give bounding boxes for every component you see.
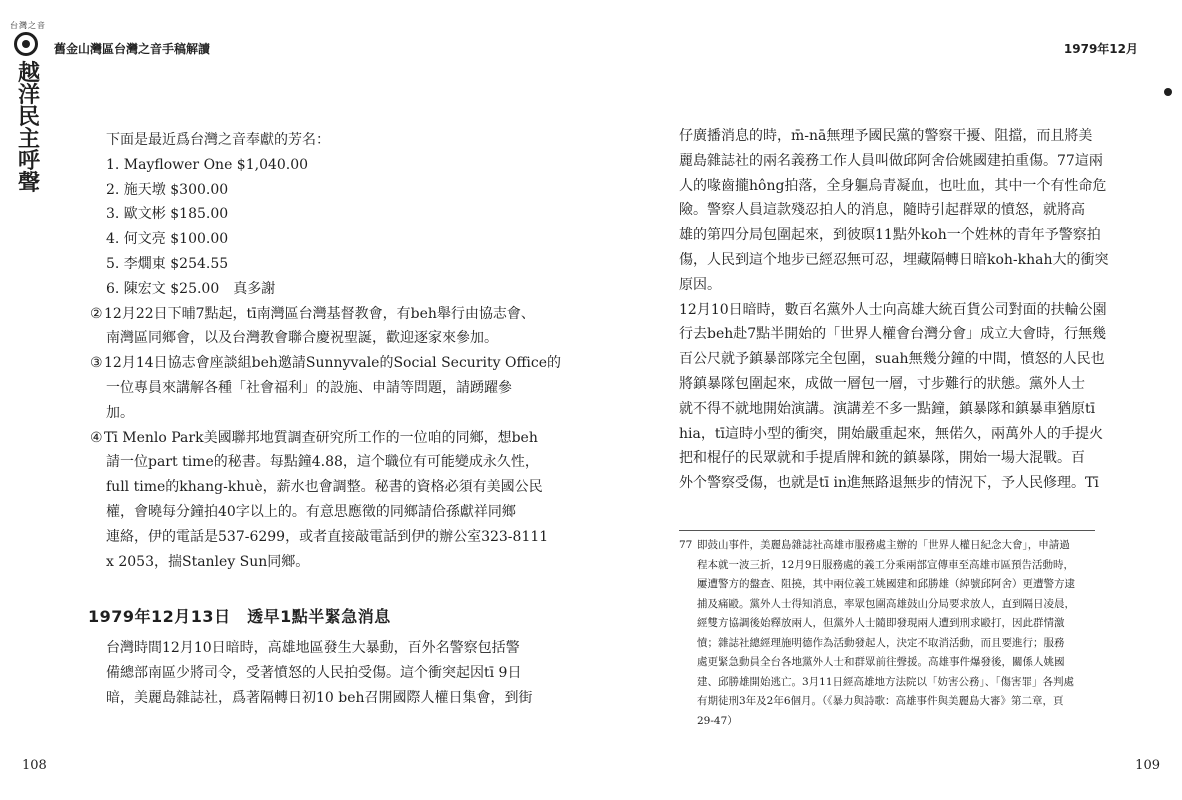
body-line: 外个警察受傷，也就是tī in進無路退無步的情況下，予人民修理。Tī [679, 475, 1099, 492]
notice-item [90, 426, 549, 575]
corner-dot-icon [1164, 88, 1172, 96]
notice-line: full time的khang-khuè，薪水也會調整。秘書的資格必須有美國公民 [106, 479, 543, 496]
body-line: 雄的第四分局包圍起來，到彼暝11點外koh一个姓林的青年予警察拍 [679, 227, 1101, 244]
body-line: 人的喙齒攏hông拍落，全身軀烏青凝血，也吐血，其中一个有性命危 [679, 177, 1107, 194]
footnote-number: 77 [679, 539, 693, 551]
body-line: 暗，美麗島雜誌社，爲著隔轉日初10 beh召開國際人權日集會，到街 [106, 689, 533, 706]
notice-line: 權，會曉每分鐘拍40字以上的。有意思應徵的同鄉請佮孫獻祥同鄉 [106, 503, 516, 520]
footnote-divider [679, 530, 1095, 531]
body-line: hia，tī這時小型的衝突，開始嚴重起來，無偌久，兩萬外人的手提火 [679, 425, 1103, 442]
logo-arc-text: 台灣之音 [10, 21, 46, 30]
notice-item [90, 351, 561, 425]
notice-line: Tī Menlo Park美國聯邦地質調查研究所工作的一位咱的同鄉，想beh [104, 429, 538, 446]
item-mark: ③ [90, 355, 103, 372]
footnote-line: 憤；雜誌社總經理施明德作為活動發起人，決定不取消活動，而且要進行；服務 [697, 636, 1065, 649]
donor-item: 1. Mayflower One $1,040.00 [106, 156, 309, 173]
right-page [591, 0, 1182, 800]
footnote-line: 程本就一波三折，12月9日服務處的義工分乘兩部宣傳車至高雄市區預告活動時， [697, 558, 1075, 571]
body-line: 台灣時間12月10日暗時，高雄地區發生大暴動，百外名警察包括警 [106, 640, 520, 656]
body-line: 12月10日暗時，數百名黨外人士向高雄大統百貨公司對面的扶輪公園 [679, 301, 1107, 318]
body-line: 麗島雜誌社的兩名義務工作人員叫做邱阿舍佮姚國建拍重傷。77這兩 [679, 152, 1103, 169]
notice-line: 請一位part time的秘書。每點鐘4.88，這个職位有可能變成永久性， [106, 454, 539, 471]
donor-item: 2. 施天墩 $300.00 [106, 181, 229, 198]
donor-intro: 下面是最近爲台灣之音奉獻的芳名： [106, 132, 330, 148]
footnote-line: 建、邱勝雄開始逃亡。3月11日經高雄地方法院以「妨害公務」、「傷害罪」各判處 [697, 675, 1075, 688]
footnote-line: 屢遭警方的盤查、阻撓，其中兩位義工姚國建和邱勝雄（綽號邱阿舍）更遭警方逮 [697, 578, 1075, 590]
body-line: 原因。 [679, 276, 721, 293]
body-line: 行去beh赴7點半開始的「世界人權會台灣分會」成立大會時，行無幾 [679, 326, 1107, 343]
body-line: 備總部南區少將司令，受著憤怒的人民拍受傷。這个衝突起因tī 9日 [106, 664, 522, 681]
right-body [679, 124, 1109, 496]
footnote-line: 有期徒刑3年及2年6個月。（《暴力與詩歌：高雄事件與美麗島大審》第二章，頁 [697, 695, 1064, 707]
notice-line: 南灣區同鄉會，以及台灣教會聯合慶祝聖誕，歡迎逐家來參加。 [106, 330, 498, 347]
footnote [679, 536, 1095, 731]
donor-item: 6. 陳宏文 $25.00 真多謝 [106, 280, 276, 297]
notice-line: 一位專員來講解各種「社會福利」的設施、申請等問題，請踴躍參 [106, 379, 512, 396]
body-line: 將鎮暴隊包圍起來，成做一層包一層，寸步難行的狀態。黨外人士 [679, 375, 1085, 392]
donor-item: 5. 李燗東 $254.55 [106, 255, 229, 272]
header-date: 1979年12月 [1063, 42, 1138, 56]
logo-vertical-title: 越洋民主呼聲 [17, 60, 40, 196]
donor-item: 3. 歐文彬 $185.00 [106, 206, 229, 223]
footnote-line: 即鼓山事件，美麗島雜誌社高雄市服務處主辦的「世界人權日紀念大會」，申請過 [697, 539, 1070, 551]
page-number: 109 [1135, 758, 1160, 773]
body-line: 險。警察人員這款殘忍拍人的消息，隨時引起群眾的憤怒，就將高 [679, 202, 1085, 219]
item-mark: ② [90, 305, 103, 322]
notice-line: 連絡，伊的電話是537-6299，或者直接敲電話到伊的辦公室323-8111 [106, 528, 549, 545]
donor-block [90, 128, 561, 574]
footnote-line: 處更緊急動員全台各地黨外人士和群眾前往聲援。高雄事件爆發後，關係人姚國 [697, 656, 1065, 668]
body-line: 就不得不就地開始演講。演講差不多一點鐘，鎮暴隊和鎮暴車猶原tī [679, 400, 1096, 417]
item-mark: ④ [90, 429, 103, 446]
body-line: 仔廣播消息的時，m̄-nā無理予國民黨的警察干擾、阻擋，而且將美 [679, 128, 1093, 144]
notice-line: x 2053，揣Stanley Sun同鄉。 [106, 553, 310, 570]
series-title: 舊金山灣區台灣之音手稿解讀 [54, 42, 211, 56]
section-body [106, 636, 533, 710]
section-heading: 1979年12月13日 透早1點半緊急消息 [88, 607, 391, 626]
notice-line: 12月22日下晡7點起，tī南灣區台灣基督教會，有beh舉行由協志會、 [104, 305, 535, 322]
body-line: 百公尺就予鎮暴部隊完全包圍，suah無幾分鐘的中間，憤怒的人民也 [679, 351, 1105, 368]
page-number: 108 [22, 758, 47, 773]
body-line: 把和棍仔的民眾就和手提盾牌和銃的鎮暴隊，開始一場大混戰。百 [679, 450, 1085, 467]
footnote-line: 捕及痛毆。黨外人士得知消息，率眾包圍高雄鼓山分局要求放人，直到隔日凌晨， [697, 597, 1075, 610]
body-line: 傷，人民到這个地步已經忍無可忍，埋藏隔轉日暗koh-khah大的衝突 [679, 251, 1109, 268]
radio-logo-icon [6, 18, 50, 62]
donor-item: 4. 何文亮 $100.00 [106, 231, 229, 248]
footnote-line: 經雙方協調後始釋放兩人，但黨外人士隨即發現兩人遭到刑求毆打，因此群情激 [697, 617, 1065, 629]
notice-line: 加。 [106, 404, 134, 421]
notice-item [90, 302, 535, 352]
footnote-line: 29-47） [697, 714, 738, 727]
notice-line: 12月14日協志會座談組beh邀請Sunnyvale的Social Security Office的 [104, 355, 561, 372]
